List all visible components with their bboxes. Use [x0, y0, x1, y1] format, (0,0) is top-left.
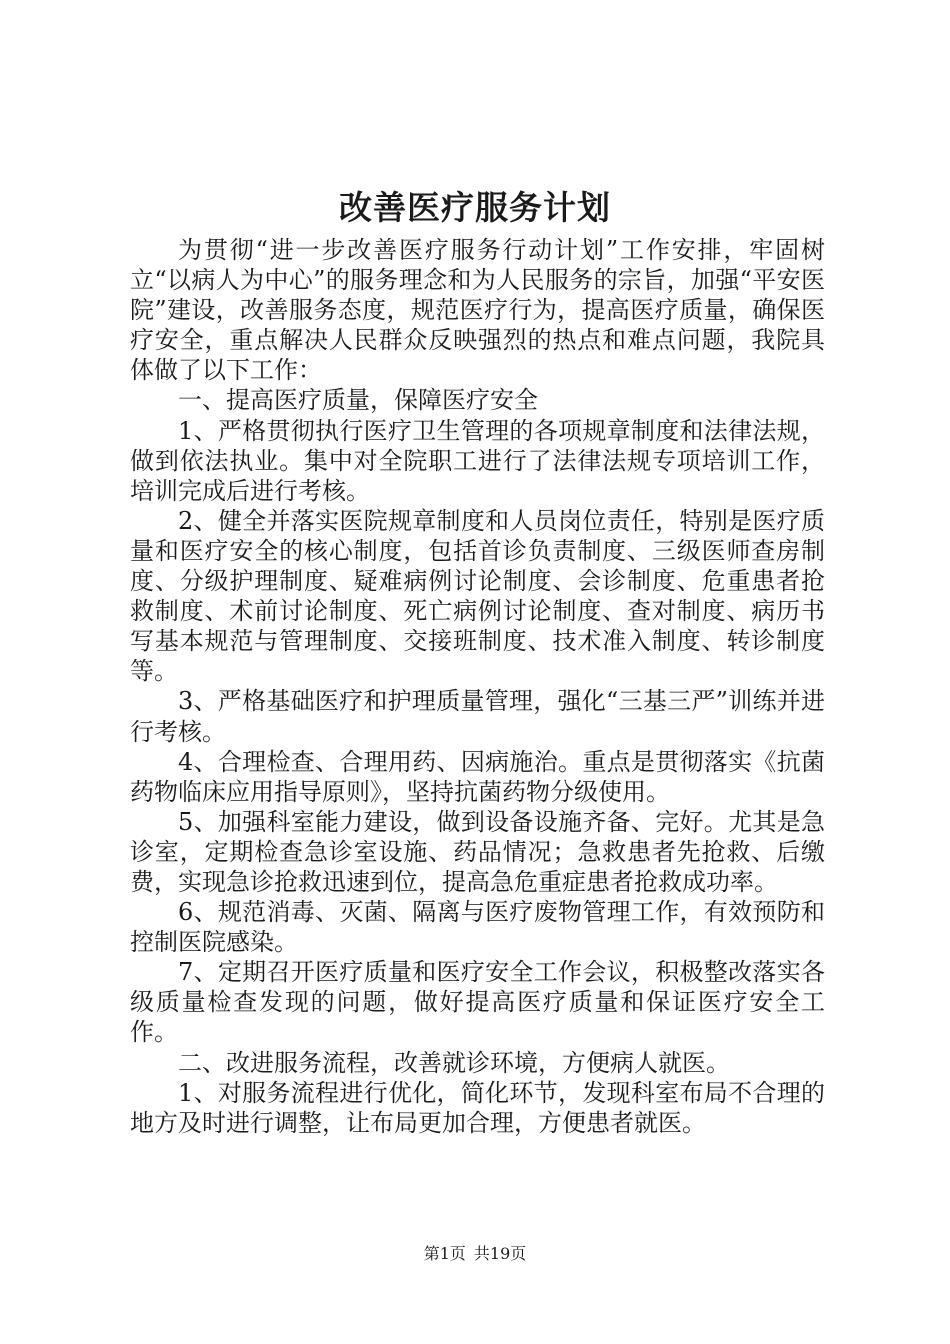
- paragraph-1-3: 3、严格基础医疗和护理质量管理，强化“三基三严”训练并进行考核。: [130, 687, 825, 746]
- paragraph-1-7: 7、定期召开医疗质量和医疗安全工作会议，积极整改落实各级质量检查发现的问题，做好提高医疗质量和保证医疗安全工作。: [130, 958, 825, 1047]
- page-total: 共19页: [473, 1244, 527, 1263]
- paragraph-1-1: 1、严格贯彻执行医疗卫生管理的各项规章制度和法律法规，做到依法执业。集中对全院职工进行了法律法规专项培训工作，培训完成后进行考核。: [130, 416, 825, 505]
- section-heading-1: 一、提高医疗质量，保障医疗安全: [178, 386, 538, 415]
- paragraph-2-1: 1、对服务流程进行优化，简化环节，发现科室布局不合理的地方及时进行调整，让布局更加合理，方便患者就医。: [130, 1078, 825, 1137]
- paragraph-intro: 为贯彻“进一步改善医疗服务行动计划”工作安排，牢固树立“以病人为中心”的服务理念和为人民服务的宗旨，加强“平安医院”建设，改善服务态度，规范医疗行为，提高医疗质量，确保医疗安全，重点解决人民群众反映强烈的热点和难点问题，我院具体做了以下工作：: [130, 236, 825, 385]
- paragraph-1-2: 2、健全并落实医院规章制度和人员岗位责任，特别是医疗质量和医疗安全的核心制度，包括首诊负责制度、三级医师查房制度、分级护理制度、疑难病例讨论制度、会诊制度、危重患者抢救制度、术前讨论制度、死亡病例讨论制度、查对制度、病历书写基本规范与管理制度、交接班制度、技术准入制度、转诊制度等。: [130, 506, 825, 686]
- paragraph-1-5: 5、加强科室能力建设，做到设备设施齐备、完好。尤其是急诊室，定期检查急诊室设施、药品情况；急救患者先抢救、后缴费，实现急诊抢救迅速到位，提高急危重症患者抢救成功率。: [130, 807, 825, 896]
- paragraph-1-4: 4、合理检查、合理用药、因病施治。重点是贯彻落实《抗菌药物临床应用指导原则》，坚持抗菌药物分级使用。: [130, 747, 825, 806]
- page-number: 第1页: [423, 1244, 466, 1263]
- page-footer: [0, 1244, 950, 1264]
- document-body: [130, 235, 825, 1138]
- section-heading-2: 二、改进服务流程，改善就诊环境，方便病人就医。: [178, 1048, 730, 1077]
- document-title: 改善医疗服务计划: [339, 188, 611, 227]
- paragraph-1-6: 6、规范消毒、灭菌、隔离与医疗废物管理工作，有效预防和控制医院感染。: [130, 898, 825, 957]
